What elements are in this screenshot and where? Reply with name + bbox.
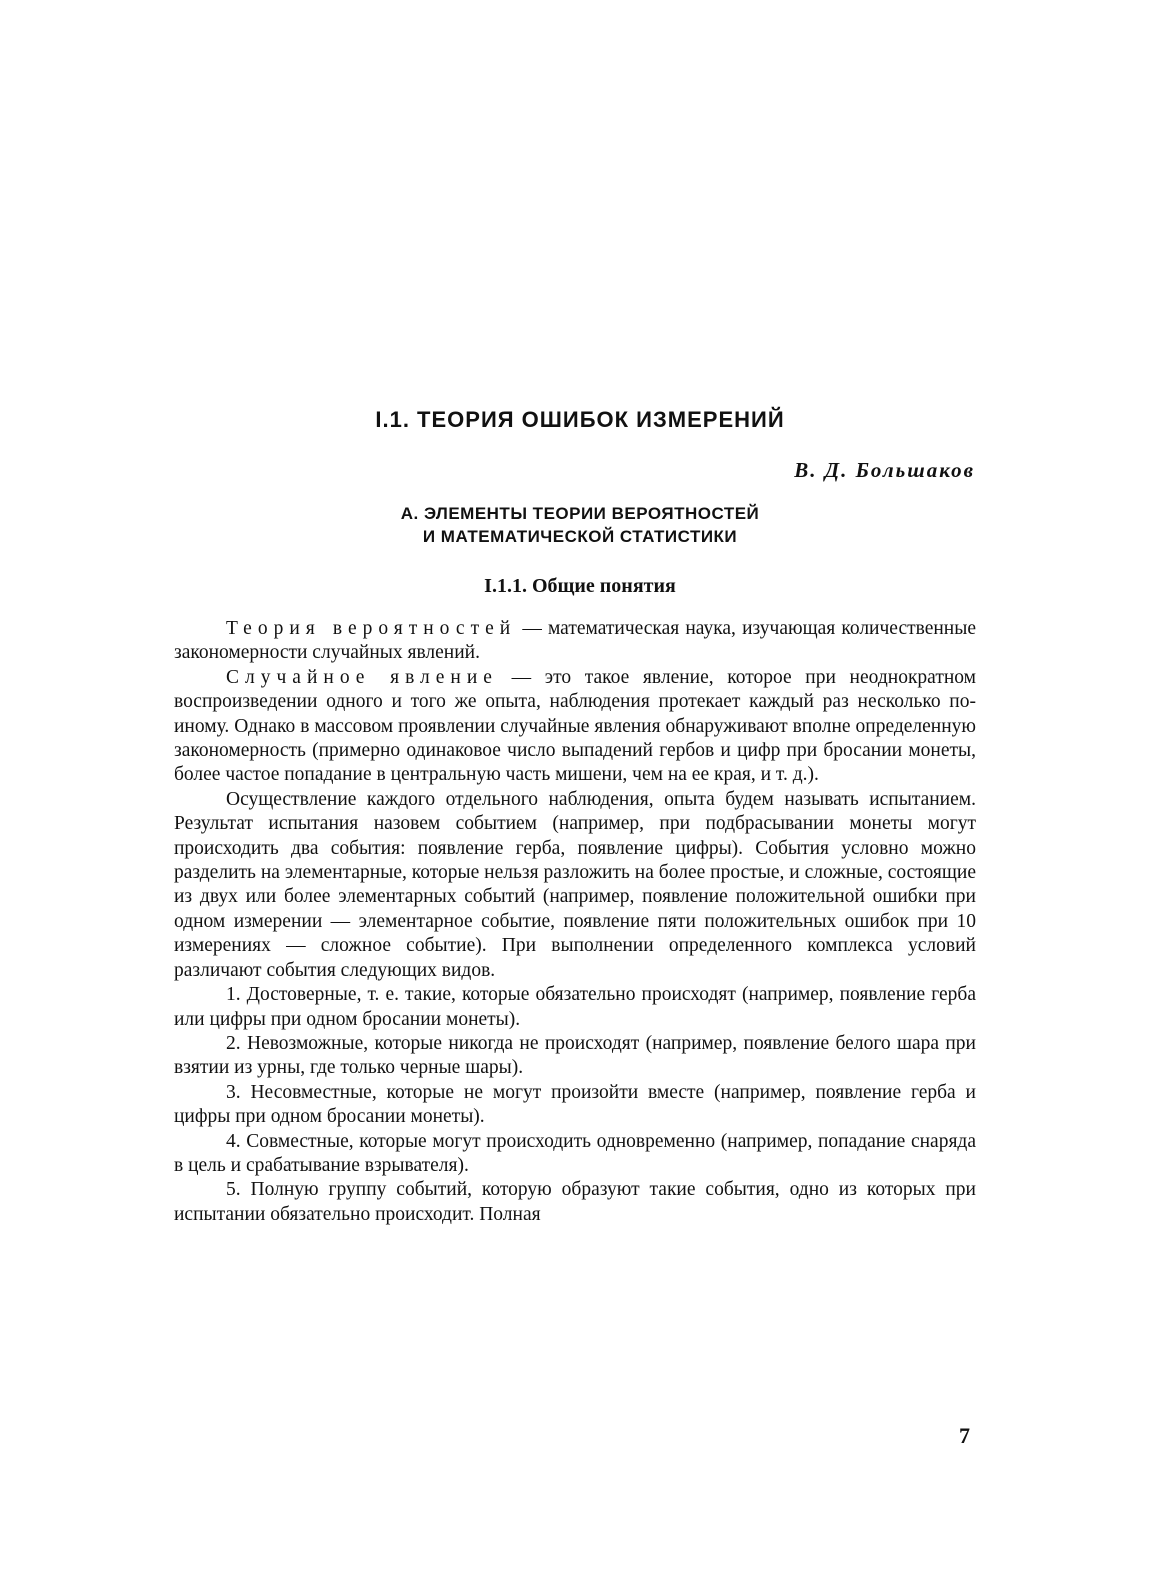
list-item: 2. Невозможные, которые никогда не происходят (например, появление белого шара при взятии из урны, где только черные шары).	[174, 1032, 976, 1079]
list-item: 4. Совместные, которые могут происходить одновременно (например, попадание снаряда в цель и срабатывание взрывателя).	[174, 1130, 976, 1176]
section-title-line-2: И МАТЕМАТИЧЕСКОЙ СТАТИСТИКИ	[422, 527, 738, 546]
list-item: 1. Достоверные, т. е. такие, которые обязательно происходят (например, появление герба или цифры при одном бросании монеты).	[174, 984, 976, 1030]
subsection-title: I.1.1. Общие понятия	[484, 575, 676, 597]
page-number: 7	[959, 1423, 970, 1448]
author-name: В. Д. Большаков	[794, 458, 975, 482]
paragraph-text: — это такое явление, которое при неоднократном воспроизведении одного и того же опыта, наблюдения протекает каждый раз несколько по-иному. Однако в массовом проявлении случайные явления обнаруживают вполне определенную закономерность (примерно одинаковое число выпадений гербов и цифр при бросании монеты, более частое попадание в центральную часть мишени, чем на ее края, и т. д.).	[174, 666, 976, 786]
paragraph	[174, 617, 976, 666]
list-item: 5. Полную группу событий, которую образуют такие события, одно из которых при испытании обязательно происходит. Полная	[174, 1179, 976, 1225]
defined-term: Случайное явление	[226, 666, 498, 688]
section-title	[180, 502, 980, 548]
paragraph: Осуществление каждого отдельного наблюдения, опыта будем называть испытанием. Результат испытания назовем событием (например, при подбрасывании монеты могут происходить два события: появление герба, появление цифры). События условно можно разделить на элементарные, которые нельзя разложить на более простые, и сложные, состоящие из двух или более элементарных событий (например, появление положительной ошибки при одном измерении — элементарное событие, появление пяти положительных ошибок при 10 измерениях — сложное событие). При выполнении определенного комплекса условий различают события следующих видов.	[174, 788, 976, 981]
body-text	[174, 617, 976, 1227]
section-title-line-1: А. ЭЛЕМЕНТЫ ТЕОРИИ ВЕРОЯТНОСТЕЙ	[400, 504, 760, 523]
paragraph-text: — математическая наука, изучающая количественные закономерности случайных явлений.	[174, 618, 976, 664]
chapter-title: I.1. ТЕОРИЯ ОШИБОК ИЗМЕРЕНИЙ	[375, 407, 785, 432]
defined-term: Теория вероятностей	[226, 618, 517, 639]
paragraph	[174, 666, 976, 788]
list-item: 3. Несовместные, которые не могут произойти вместе (например, появление герба и цифры при одном бросании монеты).	[174, 1081, 976, 1128]
